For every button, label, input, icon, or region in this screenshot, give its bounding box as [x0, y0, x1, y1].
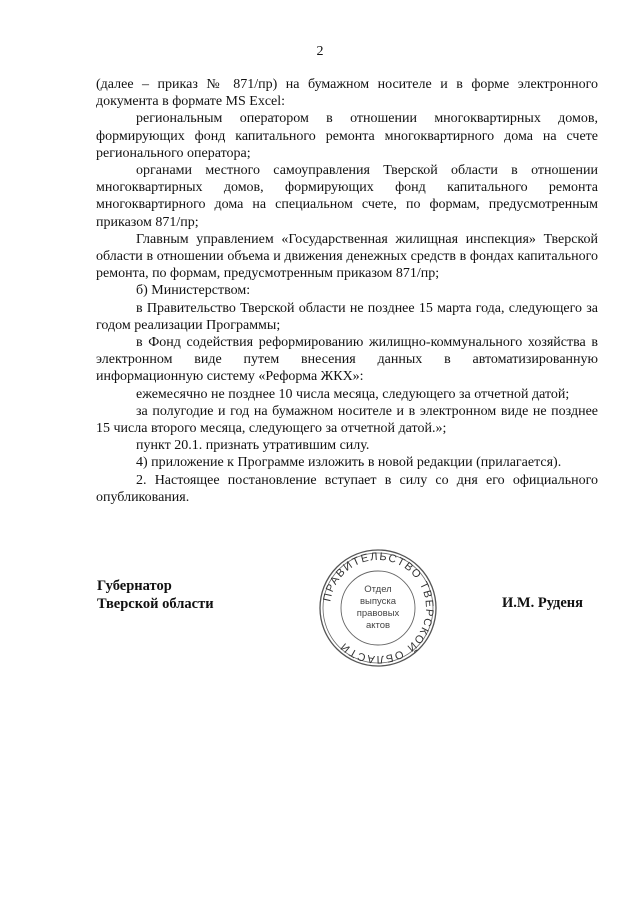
seal-center-line1: Отдел — [364, 584, 392, 595]
paragraph: ежемесячно не позднее 10 числа месяца, следующего за отчетной датой; — [136, 386, 570, 402]
paragraph: Главным управлением «Государственная жилищная инспекция» Тверской области в отношении объема и движения денежных средств в фондах капитального ремонта, по формам, предусмотренным приказом 871/пр; — [96, 231, 598, 282]
official-seal — [316, 546, 440, 670]
paragraph: 2. Настоящее постановление вступает в силу со дня его официального опубликования. — [96, 472, 598, 505]
seal-ring-text: ПРАВИТЕЛЬСТВО ТВЕРСКОЙ ОБЛАСТИ — [321, 550, 436, 666]
paragraph: региональным оператором в отношении многоквартирных домов, формирующих фонд капитального ремонта многоквартирного дома на счете регионального оператора; — [96, 111, 598, 161]
seal-center-line3: правовых — [356, 608, 400, 619]
paragraph: 4) приложение к Программе изложить в новой редакции (прилагается). — [136, 455, 562, 471]
paragraph: пункт 20.1. признать утратившим силу. — [136, 438, 370, 454]
signatory-name: И.М. Руденя — [502, 595, 584, 611]
seal-graphic — [316, 546, 440, 670]
signatory-title — [97, 577, 214, 613]
paragraph: за полугодие и год на бумажном носителе и в электронном виде не позднее 15 числа второго месяца, следующего за отчетной датой.»; — [96, 403, 598, 437]
paragraph: в Правительство Тверской области не позднее 15 марта года, следующего за годом реализации Программы; — [96, 300, 598, 333]
seal-center-line4: актов — [365, 620, 391, 631]
paragraph: б) Министерством: — [136, 283, 251, 299]
signatory-title-line1: Губернатор — [97, 578, 172, 594]
document-body — [96, 76, 598, 506]
signatory-title-line2: Тверской области — [97, 596, 214, 612]
paragraph: (далее – приказ № 871/пр) на бумажном носителе и в форме электронного документа в формате MS Excel: — [96, 77, 598, 110]
page-number: 2 — [316, 44, 324, 59]
seal-center-line2: выпуска — [359, 596, 397, 607]
paragraph: органами местного самоуправления Тверской области в отношении многоквартирных домов, формирующих фонд капитального ремонта многоквартирного дома на специальном счете, по формам, предусмотренным приказом 871/пр; — [96, 163, 598, 230]
paragraph: в Фонд содействия реформированию жилищно-коммунального хозяйства в электронном виде путем внесения данных в автоматизированную информационную систему «Реформа ЖКХ»: — [96, 335, 598, 385]
